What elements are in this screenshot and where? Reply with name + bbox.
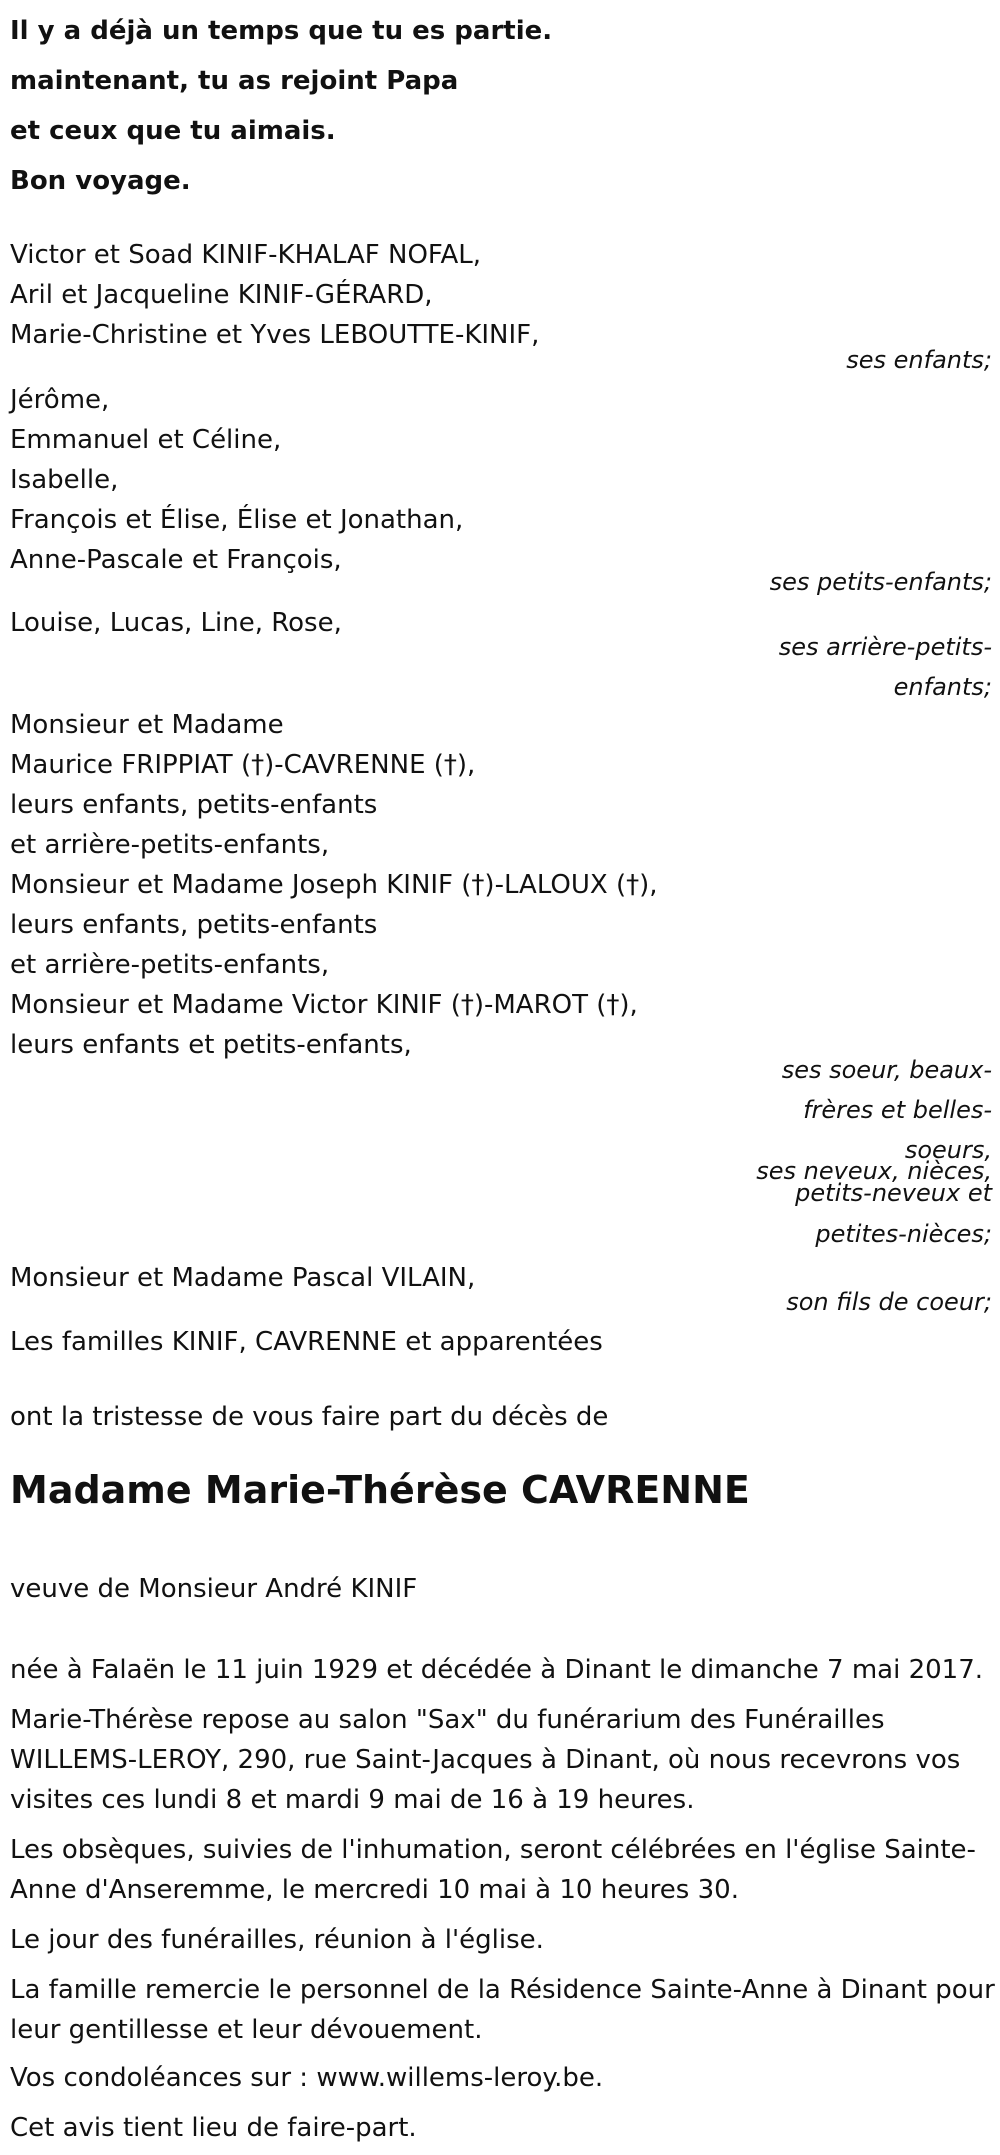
poem-line: Il y a déjà un temps que tu es partie. [10,16,553,46]
family-member-line: Emmanuel et Céline, [10,425,282,455]
birth-death-paragraph: née à Falaën le 11 juin 1929 et décédée à Dinant le dimanche 7 mai 2017. [10,1655,984,1685]
relation-siblings [752,1050,992,1170]
heart-son-name: Monsieur et Madame Pascal VILAIN, [10,1263,476,1293]
relation-line: ses soeur, beaux- [781,1056,992,1084]
relation-great-grandchildren [752,627,992,707]
poem-line: Bon voyage. [10,166,191,196]
family-member-line: Monsieur et Madame Victor KINIF (†)-MAROT (†), [10,990,638,1020]
poem-line: maintenant, tu as rejoint Papa [10,66,459,96]
family-member-line: Marie-Christine et Yves LEBOUTTE-KINIF, [10,320,540,350]
family-member-line: Victor et Soad KINIF-KHALAF NOFAL, [10,240,482,270]
deceased-name: Madame Marie-Thérèse CAVRENNE [10,1468,750,1512]
relation-children: ses enfants; [846,346,992,374]
relation-line: ses neveux, nièces, [756,1157,992,1185]
relation-heart-son: son fils de coeur; [786,1288,992,1316]
family-member-line: Isabelle, [10,465,119,495]
family-member-line: Aril et Jacqueline KINIF-GÉRARD, [10,280,433,310]
grandchildren-list [10,380,463,580]
family-member-line: Jérôme, [10,385,110,415]
relation-line: frères et belles- [803,1096,992,1124]
relation-nephews [752,1157,992,1207]
siblings-list [10,705,658,1065]
announcement-text: ont la tristesse de vous faire part du décès de [10,1402,609,1432]
family-member-line: Monsieur et Madame Joseph KINIF (†)-LALOUX (†), [10,870,658,900]
widow-of-line: veuve de Monsieur André KINIF [10,1574,418,1604]
relation-line: ses arrière-petits- [778,633,992,661]
family-member-line: et arrière-petits-enfants, [10,950,330,980]
family-member-line: François et Élise, Élise et Jonathan, [10,505,464,535]
poem-line: et ceux que tu aimais. [10,116,336,146]
opening-poem [10,6,552,206]
thanks-paragraph: La famille remercie le personnel de la Résidence Sainte-Anne à Dinant pour leur gentillesse et leur dévouement. [10,1975,995,2045]
family-member-line: leurs enfants, petits-enfants [10,910,378,940]
notice-paragraph: Cet avis tient lieu de faire-part. [10,2113,417,2143]
visitation-paragraph: Marie-Thérèse repose au salon "Sax" du funérarium des Funérailles WILLEMS-LEROY, 290, rue Saint-Jacques à Dinant, où nous recevrons vos visites ces lundi 8 et mardi 9 mai de 16 à 19 heures. [10,1705,961,1815]
relation-nephews-end: petites-nièces; [815,1220,992,1248]
meeting-paragraph: Le jour des funérailles, réunion à l'église. [10,1925,544,1955]
family-member-line: leurs enfants et petits-enfants, [10,1030,412,1060]
relation-grandchildren: ses petits-enfants; [769,568,992,596]
relation-line: petits-neveux et [795,1179,992,1207]
family-member-line: Anne-Pascale et François, [10,545,342,575]
family-member-line: leurs enfants, petits-enfants [10,790,378,820]
family-member-line: Louise, Lucas, Line, Rose, [10,608,342,638]
children-list [10,235,539,355]
great-grandchildren-list [10,603,342,643]
funeral-paragraph: Les obsèques, suivies de l'inhumation, seront célébrées en l'église Sainte-Anne d'Anseremme, le mercredi 10 mai à 10 heures 30. [10,1835,976,1905]
relation-line: soeurs, [904,1136,992,1164]
condolences-paragraph: Vos condoléances sur : www.willems-leroy.be. [10,2063,604,2093]
family-member-line: et arrière-petits-enfants, [10,830,330,860]
families-line: Les familles KINIF, CAVRENNE et apparentées [10,1327,603,1357]
family-member-line: Maurice FRIPPIAT (†)-CAVRENNE (†), [10,750,476,780]
family-member-line: Monsieur et Madame [10,710,284,740]
relation-line: enfants; [893,673,992,701]
